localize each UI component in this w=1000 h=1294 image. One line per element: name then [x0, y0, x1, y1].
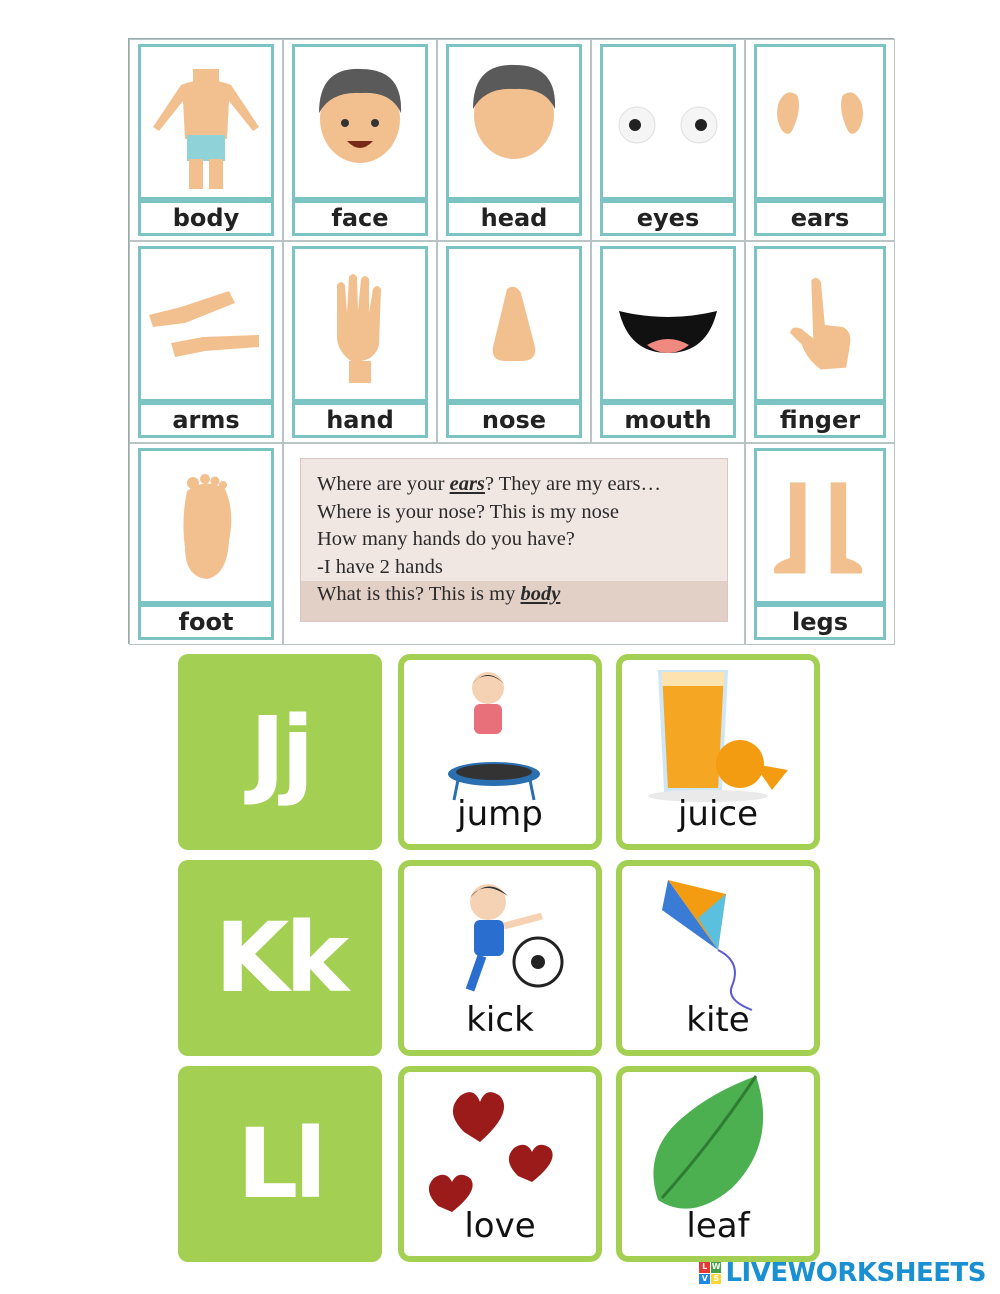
letter-tile-j: Jj — [178, 654, 382, 850]
card-body — [129, 39, 283, 241]
question-line-5: What is this? This is my body — [317, 583, 561, 605]
body-icon — [138, 44, 274, 200]
word-card-jump — [398, 654, 602, 850]
word-card-love — [398, 1066, 602, 1262]
mouth-icon — [600, 246, 736, 402]
brand-name: LIVEWORKSHEETS — [725, 1258, 986, 1288]
finger-icon — [754, 246, 886, 402]
word-label: love — [464, 1206, 536, 1246]
word-label: juice — [677, 794, 759, 834]
word-card-kick — [398, 860, 602, 1056]
liveworksheets-logo-icon: L W V S — [699, 1262, 721, 1284]
card-head — [437, 39, 591, 241]
letter-tile-k: Kk — [178, 860, 382, 1056]
card-foot — [129, 443, 283, 645]
question-line-3: How many hands do you have? — [317, 528, 575, 550]
nose-icon — [446, 246, 582, 402]
card-mouth — [591, 241, 745, 443]
head-icon — [446, 44, 582, 200]
card-arms — [129, 241, 283, 443]
card-eyes — [591, 39, 745, 241]
hand-icon — [292, 246, 428, 402]
letter-sheet — [176, 652, 824, 1268]
card-label: body — [138, 200, 274, 236]
word-label: leaf — [686, 1206, 750, 1246]
card-face — [283, 39, 437, 241]
word-card-kite — [616, 860, 820, 1056]
word-label: kite — [686, 1000, 750, 1040]
questions-panel — [283, 443, 745, 645]
word-card-leaf — [616, 1066, 820, 1262]
word-label: jump — [457, 794, 543, 834]
face-icon — [292, 44, 428, 200]
card-label: foot — [138, 604, 274, 640]
word-card-juice — [616, 654, 820, 850]
body-parts-sheet — [128, 38, 894, 644]
brand-logo[interactable] — [699, 1258, 986, 1288]
question-line-2: Where is your nose? This is my nose — [317, 500, 619, 523]
card-label: legs — [754, 604, 886, 640]
card-label: ears — [754, 200, 886, 236]
card-label: mouth — [600, 402, 736, 438]
card-label: hand — [292, 402, 428, 438]
letter-tile-l: Ll — [178, 1066, 382, 1262]
eyes-icon — [600, 44, 736, 200]
card-label: arms — [138, 402, 274, 438]
question-line-1: Where are your ears? They are my ears… — [317, 473, 661, 495]
card-label: eyes — [600, 200, 736, 236]
questions-text — [317, 471, 661, 609]
card-finger — [745, 241, 895, 443]
card-label: head — [446, 200, 582, 236]
card-hand — [283, 241, 437, 443]
word-label: kick — [466, 1000, 534, 1040]
card-ears — [745, 39, 895, 241]
card-nose — [437, 241, 591, 443]
foot-icon — [138, 448, 274, 604]
card-label: finger — [754, 402, 886, 438]
questions-box — [300, 458, 728, 622]
arms-icon — [138, 246, 274, 402]
legs-icon — [754, 448, 886, 604]
answer-line-4: -I have 2 hands — [317, 555, 443, 578]
card-legs — [745, 443, 895, 645]
card-label: face — [292, 200, 428, 236]
ears-icon — [754, 44, 886, 200]
card-label: nose — [446, 402, 582, 438]
